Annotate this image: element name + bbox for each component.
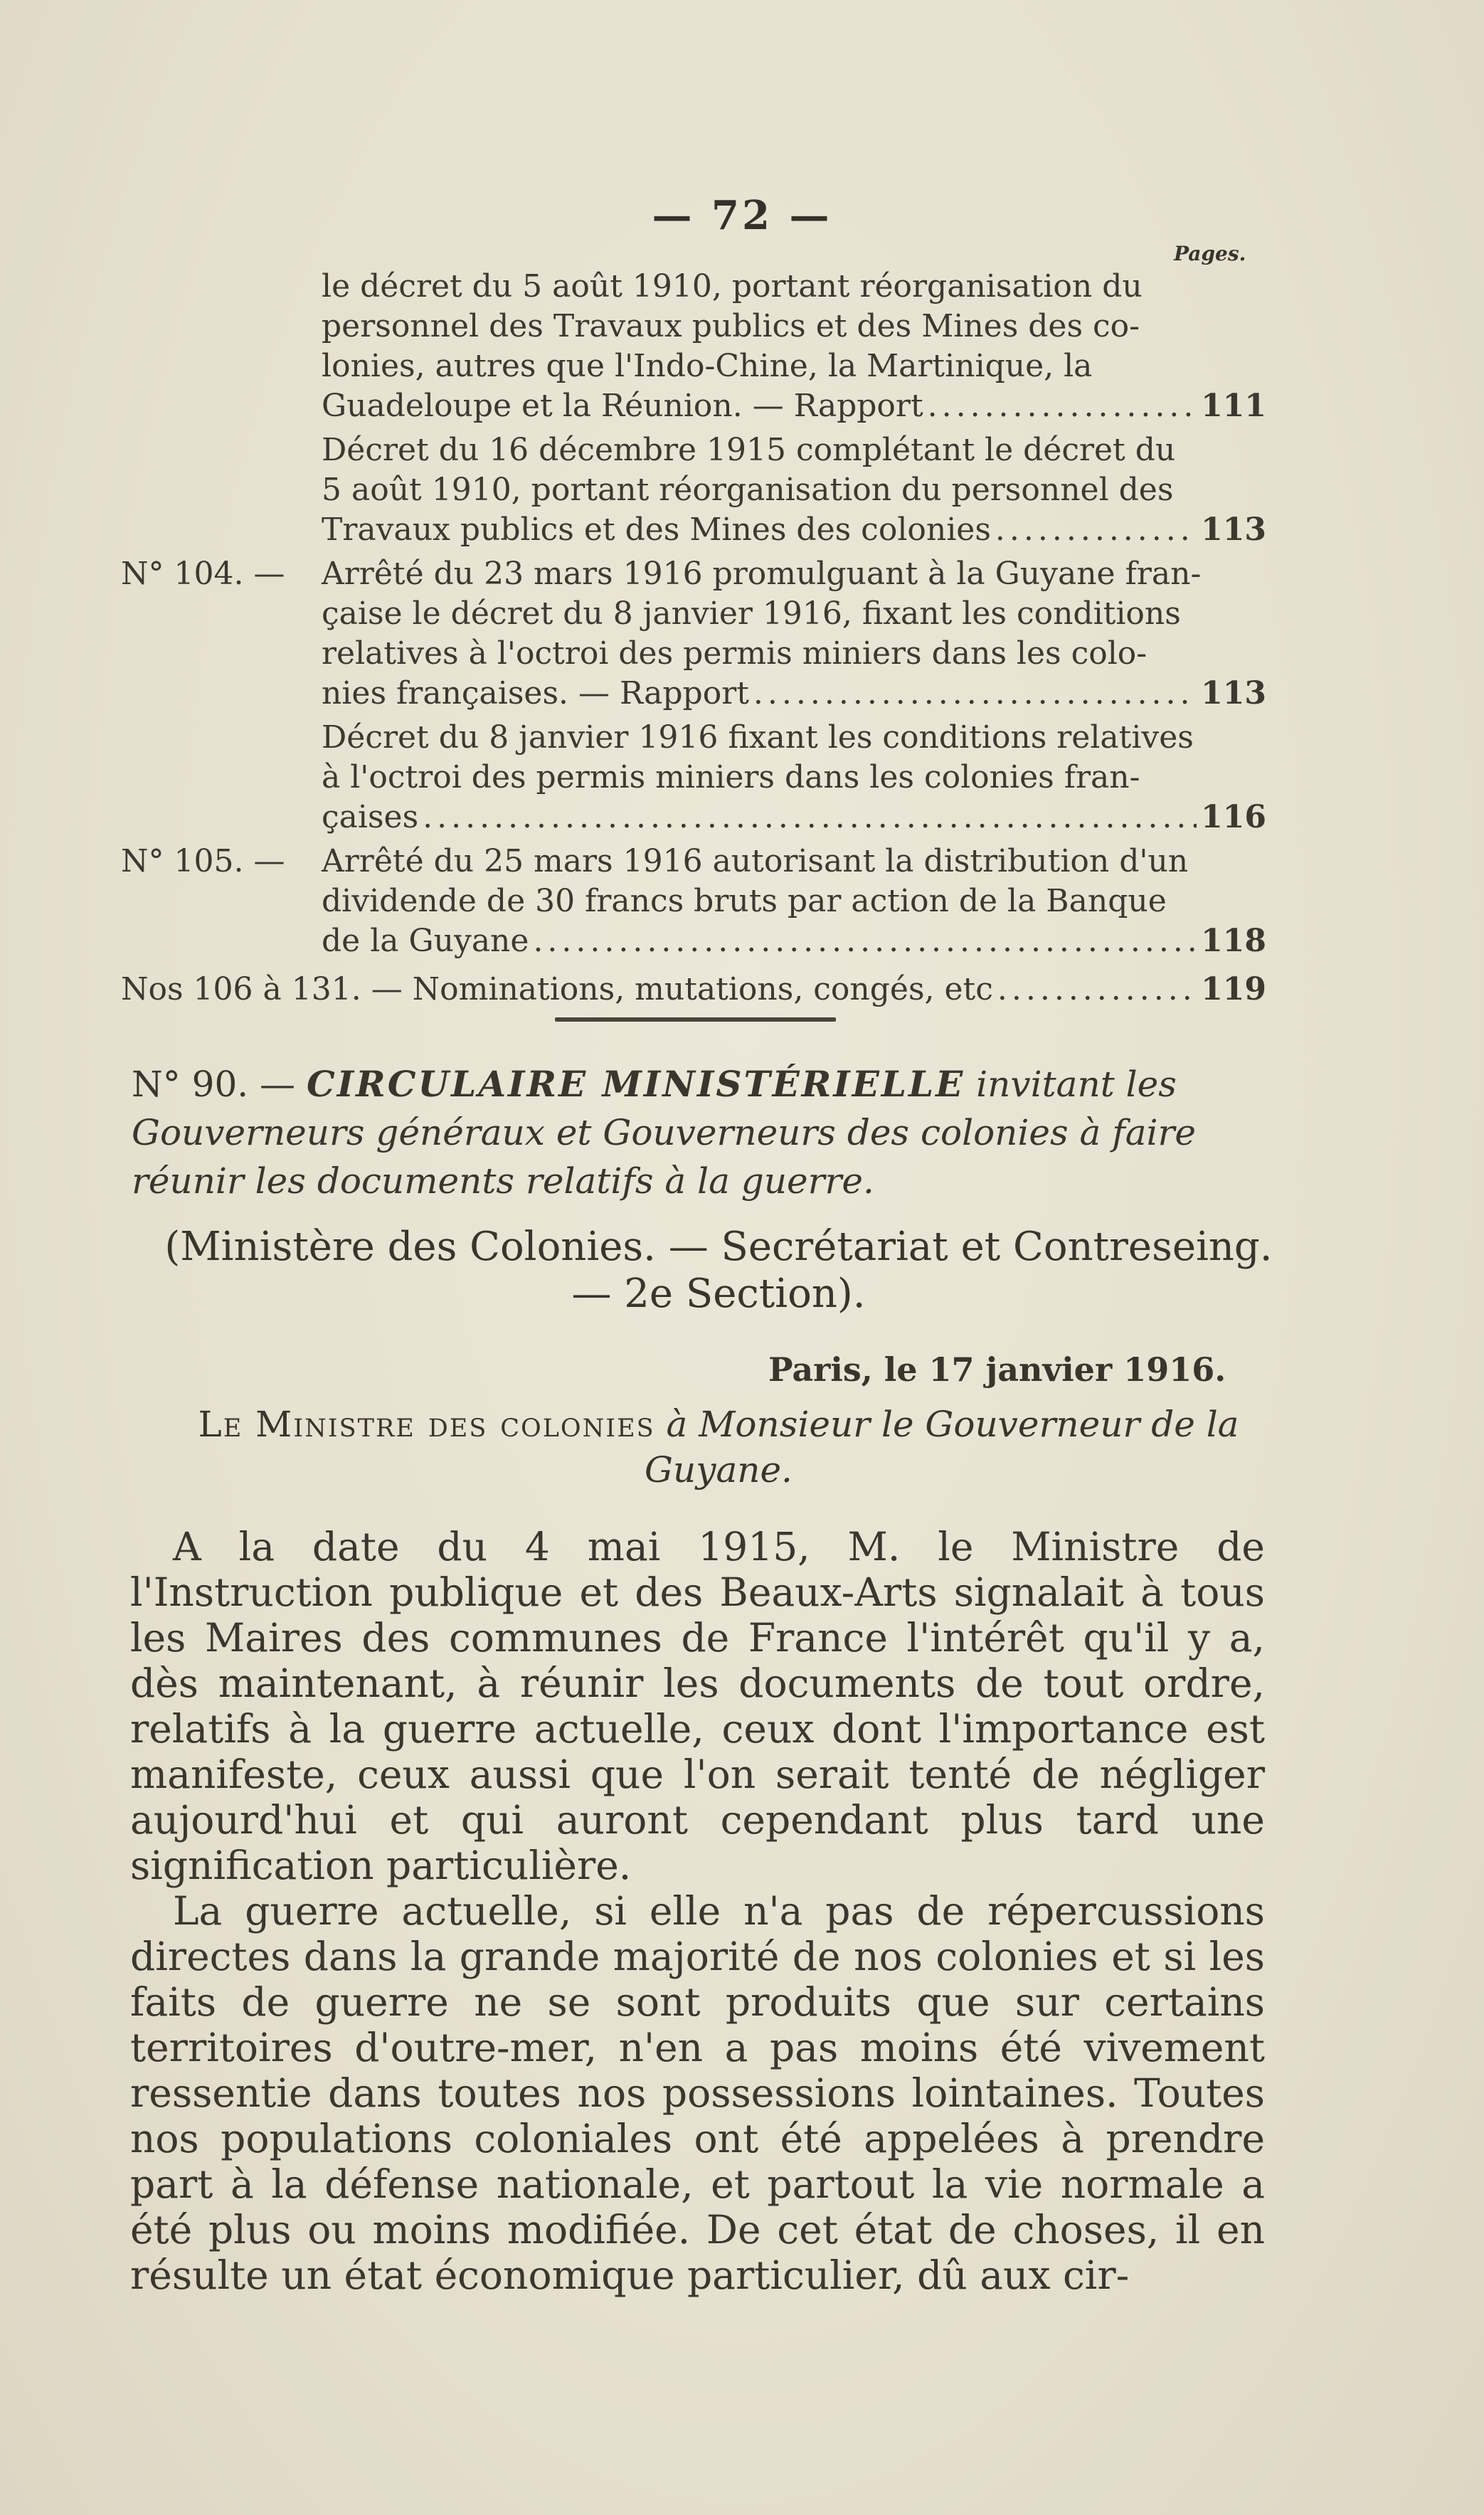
circular-title (132, 1060, 1313, 1205)
dateline: Paris, le 17 janvier 1916. (768, 1350, 1226, 1389)
addressee-sender: Le Ministre des colonies (198, 1404, 655, 1445)
toc-line: Arrêté du 25 mars 1916 autorisant la distribution d'un (322, 843, 1189, 879)
leader-dots (533, 921, 1197, 961)
body-text (130, 1524, 1265, 2298)
table-of-contents (121, 267, 1266, 1014)
toc-line-last (322, 386, 1266, 426)
paragraph: A la date du 4 mai 1915, M. le Ministre de l'Instruction publique et des Beaux-Arts signalait à tous les Maires des communes de France l'intérêt qu'il y a, dès maintenant, à réunir les documents de tout ordre, relatifs à la guerre actuelle, ceux dont l'importance est manifeste, ceux aussi que l'on serait tenté de négliger aujourd'hui et qui auront cependant plus tard une signification particulière. (130, 1524, 1265, 1888)
toc-entry (121, 430, 1266, 550)
toc-line: Arrêté du 23 mars 1916 promulguant à la Guyane fran- (322, 556, 1202, 592)
toc-line: à l'octroi des permis miniers dans les colonies fran- (322, 759, 1140, 795)
toc-line: çaise le décret du 8 janvier 1916, fixant les conditions (322, 595, 1181, 632)
toc-line-last (121, 970, 1266, 1010)
page-reference: 116 (1201, 799, 1266, 835)
toc-line: Décret du 16 décembre 1915 complétant le décret du (322, 432, 1176, 468)
toc-entry (121, 718, 1266, 837)
ministry-line: (Ministère des Colonies. — Secrétariat et Contreseing. — 2e Section). (164, 1224, 1273, 1317)
toc-line-last (322, 674, 1266, 714)
toc-line-text: de la Guyane (322, 923, 529, 959)
circular-number: N° 90. — (132, 1064, 296, 1105)
toc-line: relatives à l'octroi des permis miniers dans les colo- (322, 635, 1148, 672)
paragraph: La guerre actuelle, si elle n'a pas de répercussions directes dans la grande majorité de nos colonies et si les faits de guerre ne se sont produits que sur certains territoires d'outre-mer, n'en a pas moins été vivement ressentie dans toutes nos possessions lointaines. Toutes nos populations coloniales ont été appelées à prendre part à la défense nationale, et partout la vie normale a été plus ou moins modifiée. De cet état de choses, il en résulte un état économique particulier, dû aux cir- (130, 1888, 1265, 2298)
toc-line: Décret du 8 janvier 1916 fixant les conditions relatives (322, 719, 1194, 756)
leader-dots (995, 510, 1197, 550)
toc-line-last (322, 510, 1266, 550)
toc-line-text: Nos 106 à 131. — Nominations, mutations, congés, etc (121, 971, 993, 1007)
toc-line-last (322, 921, 1266, 961)
toc-line-text: nies françaises. — Rapport (322, 675, 749, 711)
toc-entry (121, 554, 1266, 714)
page-reference: 111 (1201, 388, 1266, 424)
toc-line: 5 août 1910, portant réorganisation du personnel des (322, 472, 1174, 508)
circular-title-rest: invitant les Gouverneurs généraux et Gouverneurs des colonies à faire réunir les documents relatifs à la guerre. (132, 1064, 1197, 1202)
toc-entry (121, 842, 1266, 961)
page-number: — 72 — (652, 192, 832, 239)
pages-column-label: Pages. (1174, 242, 1246, 265)
leader-dots (928, 386, 1197, 426)
addressee (164, 1402, 1273, 1493)
toc-entry-number: N° 105. — (121, 843, 285, 879)
page-reference: 119 (1201, 971, 1266, 1007)
toc-entry (121, 970, 1266, 1010)
toc-line-text: çaises (322, 799, 419, 835)
toc-entry-number: N° 104. — (121, 556, 285, 592)
page-reference: 113 (1201, 675, 1266, 711)
section-divider (555, 1017, 836, 1022)
toc-line-text: Guadeloupe et la Réunion. — Rapport (322, 388, 923, 424)
toc-line: personnel des Travaux publics et des Mines des co- (322, 308, 1140, 344)
leader-dots (753, 674, 1197, 714)
toc-line: dividende de 30 francs bruts par action de la Banque (322, 883, 1167, 919)
toc-line-last (322, 798, 1266, 837)
toc-line: le décret du 5 août 1910, portant réorganisation du (322, 268, 1143, 305)
page-reference: 113 (1201, 512, 1266, 548)
toc-line-text: Travaux publics et des Mines des colonies (322, 512, 991, 548)
toc-entry (121, 267, 1266, 426)
toc-line: lonies, autres que l'Indo-Chine, la Martinique, la (322, 348, 1093, 384)
leader-dots (423, 798, 1197, 837)
addressee-recipient: à Monsieur le Gouverneur de la Guyane. (645, 1404, 1239, 1491)
leader-dots (997, 970, 1197, 1010)
page-reference: 118 (1201, 923, 1266, 959)
circular-title-caps: CIRCULAIRE MINISTÉRIELLE (306, 1063, 965, 1105)
